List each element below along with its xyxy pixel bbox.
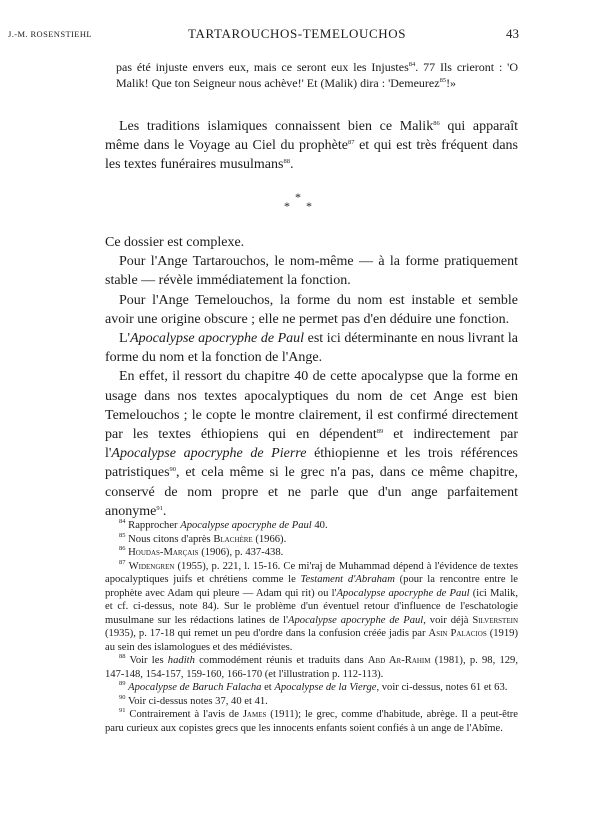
paragraph-text: Les traditions islamiques connaissent bien ce Malik xyxy=(119,119,434,134)
footnote-number: 85 xyxy=(119,531,126,539)
footnote-84 xyxy=(105,519,518,533)
footnote-ref-84[interactable]: 84 xyxy=(408,61,416,68)
work-title: Apocalypse apocryphe de Pierre xyxy=(111,446,307,462)
paragraph-chapter-40 xyxy=(105,367,518,521)
separator-star: * xyxy=(295,190,301,204)
work-title: hadith xyxy=(167,655,195,666)
footnote-number: 91 xyxy=(119,707,126,714)
author-name: James xyxy=(242,709,267,720)
paragraph-text: est ici déterminante en nous livrant la forme du nom et la fonction de l'Ange. xyxy=(105,331,519,366)
footnote-86 xyxy=(105,546,518,560)
footnote-number: 84 xyxy=(119,518,126,525)
page-number: 43 xyxy=(506,26,519,41)
footnote-ref-89[interactable]: 89 xyxy=(376,428,384,436)
footnote-text: Voir ci-dessus notes 37, 40 et 41. xyxy=(127,695,268,707)
footnote-number: 88 xyxy=(119,653,126,660)
work-title: Apocalypse apocryphe de Paul xyxy=(180,520,312,531)
footnote-87 xyxy=(105,560,518,655)
footnote-text: (1981), p. 98, 129, 147-148, 154-157, 159-160, 166-170 (et l'illustration p. 112-113). xyxy=(105,655,518,680)
footnote-text: (1935), p. 17-18 qui remet un peu d'ordre dans la confusion créée jadis par xyxy=(105,628,429,639)
paragraph-apocalypse-paul xyxy=(105,329,518,367)
header-title: TARTAROUCHOS-TEMELOUCHOS xyxy=(188,26,407,41)
author-name: Houdas-Marçais xyxy=(128,547,199,558)
paragraph-malik xyxy=(105,117,518,175)
running-header xyxy=(8,26,519,42)
footnote-ref-88[interactable]: 88 xyxy=(283,158,290,166)
footnote-text: , voir ci-dessus, notes 61 et 63. xyxy=(376,682,508,693)
work-title: Apocalypse apocryphe de Paul xyxy=(130,331,305,347)
footnote-text: (ici Malik, et cf. ci-dessus, note 84). Sur le problème d'un éventuel retour d'influence de l'eschatologie musulmane sur les rédactions latines de l' xyxy=(105,587,519,626)
footnote-text: (1955), p. 221, l. 15-16. Ce mi'raj de Muhammad dépend à l'évidence de textes apocalyptiques juifs et chrétiens comme le xyxy=(105,560,518,585)
paragraph-temelouchos: Pour l'Ange Temelouchos, la forme du nom est instable et semble avoir une origine obscure ; elle ne permet pas d'en déduire une fonction. xyxy=(105,292,518,327)
footnote-text: Rapprocher xyxy=(128,520,181,531)
separator-star: * xyxy=(284,199,290,213)
footnote-text: commodément réunis et traduits dans xyxy=(194,655,368,666)
work-title: Apocalypse de la Vierge xyxy=(274,682,377,693)
footnote-ref-85[interactable]: 85 xyxy=(439,76,447,84)
work-title: Testament d'Abraham xyxy=(300,574,395,585)
footnote-text: (1966). xyxy=(252,533,287,545)
footnote-text: 40. xyxy=(311,520,328,531)
paragraph-text: , et cela même si le grec n'a pas, dans ce même chapitre, conservé de nom propre et ne parle que d'un ange parfaitement anonyme xyxy=(105,465,518,519)
footnote-text: (1919) au sein des islamologues et des médiévistes. xyxy=(105,628,518,653)
header-author: J.-M. ROSENSTIEHL xyxy=(8,29,93,39)
footnote-number: 90 xyxy=(119,693,126,701)
work-title: Apocalypse apocryphe de Paul xyxy=(336,587,470,599)
author-name: Silverstein xyxy=(472,614,518,626)
author-name: Asin Palacios xyxy=(428,628,487,639)
work-title: Apocalypse apocryphe de Paul xyxy=(288,614,424,626)
work-title: Apocalypse de Baruch Falacha xyxy=(128,682,262,693)
footnote-text: et xyxy=(261,682,275,693)
footnote-text: Voir les xyxy=(129,655,168,666)
paragraph-text: et indirectement par l' xyxy=(105,427,519,462)
footnote-91 xyxy=(105,708,518,735)
footnote-text: (pour la rencontre entre le prophète avec Adam qui pleure — Adam qui rit) ou l' xyxy=(105,574,518,599)
paragraph-text: . xyxy=(162,503,167,519)
quote-text: pas été injuste envers eux, mais ce seront eux les Injustes xyxy=(116,60,409,74)
separator-star: * xyxy=(306,199,312,213)
footnote-text: (1911); le grec, comme d'habitude, abrège. Il a peut-être paru curieux aux copistes grecs que les innocents enfants soient confiés à un ange de l'Abîme. xyxy=(105,709,518,734)
body-text-upper xyxy=(105,117,518,175)
footnote-88 xyxy=(105,654,518,681)
author-name: Blachère xyxy=(213,533,253,545)
footnote-ref-90[interactable]: 90 xyxy=(169,466,177,474)
footnote-90 xyxy=(105,695,518,709)
footnote-number: 87 xyxy=(119,558,126,566)
footnote-85 xyxy=(105,533,518,547)
paragraph-text: qui apparaît même dans le Voyage au Ciel du prophète xyxy=(105,119,518,154)
paragraph-text: . xyxy=(289,157,294,173)
footnote-text: , voir déjà xyxy=(423,614,473,626)
footnote-89 xyxy=(105,681,518,695)
footnote-text: Nous citons d'après xyxy=(128,533,214,545)
paragraph-text: éthiopienne et les trois références patristiques xyxy=(105,446,518,481)
footnote-ref-87[interactable]: 87 xyxy=(348,139,355,147)
footnote-ref-91[interactable]: 91 xyxy=(156,504,163,512)
paragraph-text: L' xyxy=(119,331,131,347)
paragraph-text: et qui est très fréquent dans les textes funéraires musulmans xyxy=(105,138,519,173)
paragraph-text: En effet, il ressort du chapitre 40 de cette apocalypse que la forme en usage dans nos textes apocalyptiques du nom de cet Ange est bien Temelouchos ; le copte le montre clairement, il est confirmé directement par les textes éthiopiens qui en dépendent xyxy=(105,369,518,443)
footnote-ref-86[interactable]: 86 xyxy=(433,120,440,127)
paragraph-tartarouchos: Pour l'Ange Tartarouchos, le nom-même — à la forme pratiquement stable — révèle immédiatement la fonction. xyxy=(105,254,518,289)
quote-text: !» xyxy=(446,75,457,90)
body-text-lower xyxy=(105,233,518,521)
paragraph-dossier: Ce dossier est complexe. xyxy=(105,235,245,250)
block-quote xyxy=(116,60,518,91)
footnote-number: 89 xyxy=(119,680,126,687)
author-name: Widengren xyxy=(128,560,175,572)
section-separator xyxy=(280,191,320,215)
footnote-text: Contrairement à l'avis de xyxy=(129,709,243,720)
footnote-number: 86 xyxy=(119,545,126,552)
footnote-text: (1906), p. 437-438. xyxy=(198,547,284,558)
author-name: Abd Ar-Rahim xyxy=(367,655,431,666)
footnotes xyxy=(105,519,518,735)
quote-text: . 77 Ils crieront : 'O Malik! Que ton Seigneur nous achève!' Et (Malik) dira : 'Demeurez xyxy=(116,60,518,90)
